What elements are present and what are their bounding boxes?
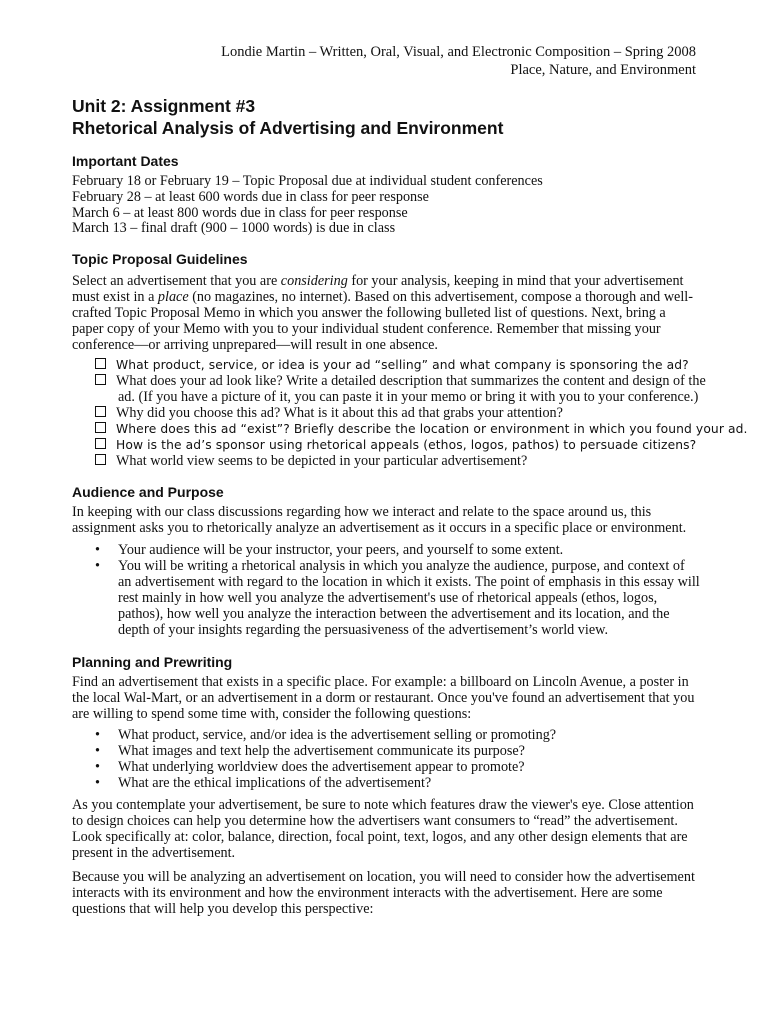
assignment-title: Unit 2: Assignment #3 — [72, 96, 256, 116]
checklist-item: Where does this ad “exist”? Briefly describe the location or environment in which you found your ad. — [95, 421, 748, 437]
checklist-item: What does your ad look like? Write a detailed description that summarizes the content and design of the ad. (If you have a picture of it, you can paste it in your memo or bring it with you to your conference.) — [95, 373, 723, 405]
checklist-item: What world view seems to be depicted in your particular advertisement? — [95, 453, 527, 469]
audience-intro: In keeping with our class discussions regarding how we interact and relate to the space around us, this assignment asks you to rhetorically analyze an advertisement as it occurs in a specific place or environment. — [72, 504, 687, 536]
checklist-item: Why did you choose this ad? What is it about this ad that grabs your attention? — [95, 405, 563, 421]
audience-purpose-heading: Audience and Purpose — [72, 484, 224, 500]
course-header-line2: Place, Nature, and Environment — [510, 62, 696, 78]
planning-intro: Find an advertisement that exists in a specific place. For example: a billboard on Lincoln Avenue, a poster in the local Wal-Mart, or an advertisement in a dorm or restaurant. Once you've found an advertisement that you are willing to spend some time with, consider the following questions: — [72, 674, 695, 722]
date-item: March 6 – at least 800 words due in class for peer response — [72, 205, 408, 221]
planning-heading: Planning and Prewriting — [72, 654, 233, 670]
bullet-icon: • — [95, 727, 100, 743]
topic-proposal-intro: Select an advertisement that you are considering for your analysis, keeping in mind that your advertisement must exist in a place (no magazines, no internet). Based on this advertisement, compose a thorough and well-crafted Topic Proposal Memo in which you answer the following bulleted list of questions. Next, bring a paper copy of your Memo with you to your individual student conference. Remember that missing your conference—or arriving unprepared—will result in one absence. — [72, 273, 693, 353]
bullet-icon: • — [95, 775, 100, 791]
checklist-item: How is the ad’s sponsor using rhetorical appeals (ethos, logos, pathos) to persuade citizens? — [95, 437, 696, 453]
bullet-icon: • — [95, 542, 100, 558]
bullet-icon: • — [95, 759, 100, 775]
date-item: February 18 or February 19 – Topic Proposal due at individual student conferences — [72, 173, 543, 189]
checkbox-icon — [95, 438, 106, 449]
emphasis-considering: considering — [280, 273, 348, 289]
emphasis-place: place — [157, 289, 189, 305]
topic-proposal-heading: Topic Proposal Guidelines — [72, 251, 248, 267]
date-item: March 13 – final draft (900 – 1000 words) is due in class — [72, 220, 396, 236]
planning-paragraph-environment: Because you will be analyzing an advertisement on location, you will need to consider how the advertisement interacts with its environment and how the environment interacts with the advertisement. Here are some questions that will help you develop this perspective: — [72, 869, 695, 917]
checkbox-icon — [95, 358, 106, 369]
date-item: February 28 – at least 600 words due in class for peer response — [72, 189, 429, 205]
checkbox-icon — [95, 374, 106, 385]
bullet-icon: • — [95, 558, 100, 574]
important-dates-heading: Important Dates — [72, 153, 179, 169]
checkbox-icon — [95, 422, 106, 433]
planning-paragraph-design: As you contemplate your advertisement, be sure to note which features draw the viewer's eye. Close attention to design choices can help you determine how the advertisers want consumers to “read” the advertisement. Look specifically at: color, balance, direction, focal point, text, logos, and any other design elements that are present in the advertisement. — [72, 797, 694, 861]
checkbox-icon — [95, 406, 106, 417]
document-page: Londie Martin – Written, Oral, Visual, and Electronic Composition – Spring 2008 Place, Nature, and Environment Unit 2: Assignment #3 Rhetorical Analysis of Advertising and Environment Important Dates February 18 or February 19 – Topic Proposal due at individual student conferences February 28 – at least 600 words due in class for peer response March 6 – at least 800 words due in class for peer response March 13 – final draft (900 – 1000 words) is due in class Topic Proposal Guidelines Select an advertisement that you are considering for your analysis, keeping in mind that your advertisement must exist in a place (no magazines, no internet). Based on this advertisement, compose a thorough and well-crafted Topic Proposal Memo in which you answer the following bulleted list of questions. Next, bring a paper copy of your Memo with you to your individual student conference. Remember that missing your conference—or arriving unprepared—will result in one absence. What product, service, or idea is your ad “selling” and what company is sponsoring the ad? What does your ad look like? Write a detailed description that summarizes the content and design of the ad. (If you have a picture of it, you can paste it in your memo or bring it with you to your conference.) Why did you choose this ad? What is it about this ad that grabs your attention? Where does this ad “exist”? Briefly describe the location or environment in which you found your ad. How is the ad’s sponsor using rhetorical appeals (ethos, logos, pathos) to persuade citizens? What world view seems to be depicted in your particular advertisement? Audience and Purpose In keeping with our class discussions regarding how we interact and relate to the space around us, this assignment asks you to rhetorically analyze an advertisement as it occurs in a specific place or environment. • Your audience will be your instructor, your peers, and yourself to some extent. • You will be writing a rhetorical analysis in which you analyze the audience, purpose, and context of an advertisement with regard to the location in which it exists. The point of emphasis in this essay will rest mainly in how well you analyze the advertisement's use of rhetorical appeals (ethos, logos, pathos), how well you analyze the interaction between the advertisement and its location, and the depth of your insights regarding the persuasiveness of the advertisement’s world view. Planning and Prewriting Find an advertisement that exists in a specific place. For example: a billboard on Lincoln Avenue, a poster in the local Wal-Mart, or an advertisement in a dorm or restaurant. Once you've found an advertisement that you are willing to spend some time with, consider the following questions: • What product, service, and/or idea is the advertisement selling or promoting? • What images and text help the advertisement communicate its purpose? • What underlying worldview does the advertisement appear to promote? • What are the ethical implications of the advertisement? As you contemplate your advertisement, be sure to note which features draw the viewer's eye. Close attention to design choices can help you determine how the advertisers want consumers to “read” the advertisement. Look specifically at: color, balance, direction, focal point, text, logos, and any other design elements that are present in the advertisement. Because you will be analyzing an advertisement on location, you will need to consider how the advertisement interacts with its environment and how the environment interacts with the advertisement. Here are some questions that will help you develop this perspective: — [72, 44, 748, 917]
assignment-subtitle: Rhetorical Analysis of Advertising and Environment — [72, 118, 504, 138]
course-header-line1: Londie Martin – Written, Oral, Visual, and Electronic Composition – Spring 2008 — [221, 44, 696, 60]
checklist-item: What product, service, or idea is your ad “selling” and what company is sponsoring the ad? — [95, 357, 689, 373]
checkbox-icon — [95, 454, 106, 465]
bullet-icon: • — [95, 743, 100, 759]
